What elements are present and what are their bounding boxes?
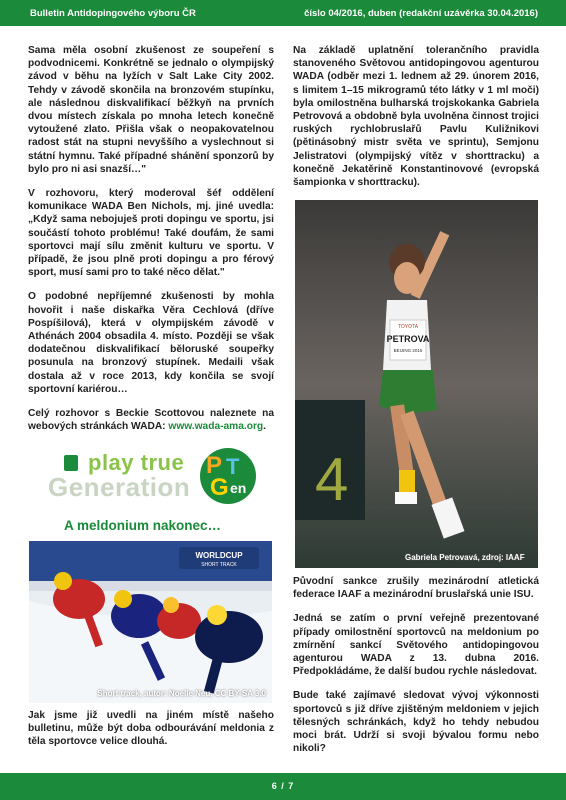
play-true-mark-icon — [64, 455, 78, 471]
ptg-badge-icon — [200, 448, 256, 504]
issue-info: číslo 04/2016, duben (redakční uzávěrka 30.04.2016) — [304, 8, 538, 19]
badge-letters-en: en — [230, 480, 247, 496]
athlete-photo — [295, 200, 538, 568]
wada-link[interactable]: www.wada-ama.org — [168, 421, 264, 433]
paragraph-text: Celý rozhovor s Beckie Scottovou naleznete na webových stránkách WADA: — [28, 408, 274, 433]
paragraph — [28, 407, 274, 433]
paragraph: V rozhovoru, který moderoval šéf oddělení komunikace WADA Ben Nichols, mj. jiné uvedla: „Když sama nebojuješ proti dopingu ve sportu, jsi součástí tohoto problému! Také doufám, že sami sportovci mají sílu změnit kulturu ve sportu. V případě, že jsou plně proti dopingu a pro férový sport, musí sami pro to také něco dělat." — [28, 188, 274, 279]
logo-generation-text: Generation — [48, 472, 191, 502]
badge-letter-p: P — [206, 452, 223, 479]
footer-bar — [0, 773, 566, 800]
photo-banner-sub: SHORT TRACK — [201, 562, 237, 568]
header-bar — [0, 0, 566, 26]
paragraph: Na základě uplatnění tolerančního pravidla stanoveného Světovou antidopingovou agenturou WADA (odběr mezi 1. lednem až 29. únorem 2016, s limitem 1–15 mikrogramů této látky v 1 ml moči) byla omilostněna bulharská trojskokanka Gabriela Petrovová a obdobně byla uvolněna činnost trojici ruských rychlobruslařů Pavlu Kuližnikovi (pětinásobný mistr světa ve sprintu), Semjonu Jelistratovi (olympijský vítěz v shorttracku) a konečně Jekatěrině Konstantinovové (evropská šampionka v shorttracku). — [293, 45, 539, 189]
bib-event: BEIJING 2015 — [393, 348, 423, 353]
paragraph: Původní sankce zrušily mezinárodní atletická federace IAAF a mezinárodní bruslařská unie ISU. — [293, 576, 539, 601]
paragraph: Sama měla osobní zkušenost ze soupeření s podvodnicemi. Konkrétně se jednalo o olympijský závod v běhu na lyžích v Salt Lake City 2002. Tehdy v závodě skončila na bronzovém stupínku, ale následnou diskvalifikací běžkyň na prvních dvou místech získala po mnoha letech konečně vytoužené zlato. Přišla však o neopakovatelnou radost stát na stupni nevyššího a vyslechnout si státní hymnu. Také případné shánění sponzorů by bylo pro ni asi snazší…" — [28, 45, 274, 175]
paragraph: Jak jsme již uvedli na jiném místě našeho bulletinu, může být doba odbourávání meldonia z těla sportovce velice dlouhá. — [28, 710, 274, 748]
left-column — [28, 44, 274, 444]
paragraph-end: . — [263, 421, 266, 433]
badge-letter-t: T — [226, 454, 240, 479]
left-column-bottom — [28, 709, 274, 760]
paragraph: Bude také zajímavé sledovat vývoj výkonnosti sportovců s již dříve zjištěným meldoniem v jejich tělesných schránkách, když ho tehdy nebudou moci brát. Udrží si svoji bývalou formu nebo nikoli? — [293, 690, 539, 755]
photo-caption: Short track, autor: Noelle Neu, CC BY-SA 3.0 — [97, 689, 266, 698]
short-track-photo — [29, 541, 272, 703]
photo-banner-text: WORLDCUP — [195, 551, 243, 560]
logo-play-true-text: play true — [88, 450, 185, 475]
paragraph: O podobné nepříjemné zkušenosti by mohla hovořit i naše diskařka Věra Cechlová (dříve Pospíšilová), která v olympijském závodě v Athénách 2004 obsadila 4. místo. Později se však dodatečnou diskvalifikací běloruské soupeřky posunula na bronzový stupínek. Medaili však dostala až v roce 2013, kdy končila se svojí sportovní kariérou… — [28, 291, 274, 395]
badge-letter-g: G — [210, 474, 229, 501]
bib-sponsor: TOYOTA — [397, 324, 419, 330]
bulletin-title: Bulletin Antidopingového výboru ČR — [30, 8, 196, 19]
board-digit: 4 — [315, 446, 349, 513]
page-number: 6 / 7 — [271, 781, 295, 791]
photo-caption: Gabriela Petrovavá, zdroj: IAAF — [405, 553, 525, 562]
right-column — [293, 44, 539, 200]
section-heading: A meldonium nakonec… — [64, 518, 222, 533]
bib-name: PETROVA — [386, 334, 430, 344]
play-true-generation-logo — [40, 448, 260, 504]
right-column-bottom — [293, 575, 539, 766]
paragraph: Jedná se zatím o první veřejně prezentované případy omilostnění sportovců na meldonium po zmírnění sankcí Světového antidopingovou agenturou WADA z 13. dubna 2016. Předpokládáme, že další budou rychle následovat. — [293, 613, 539, 678]
